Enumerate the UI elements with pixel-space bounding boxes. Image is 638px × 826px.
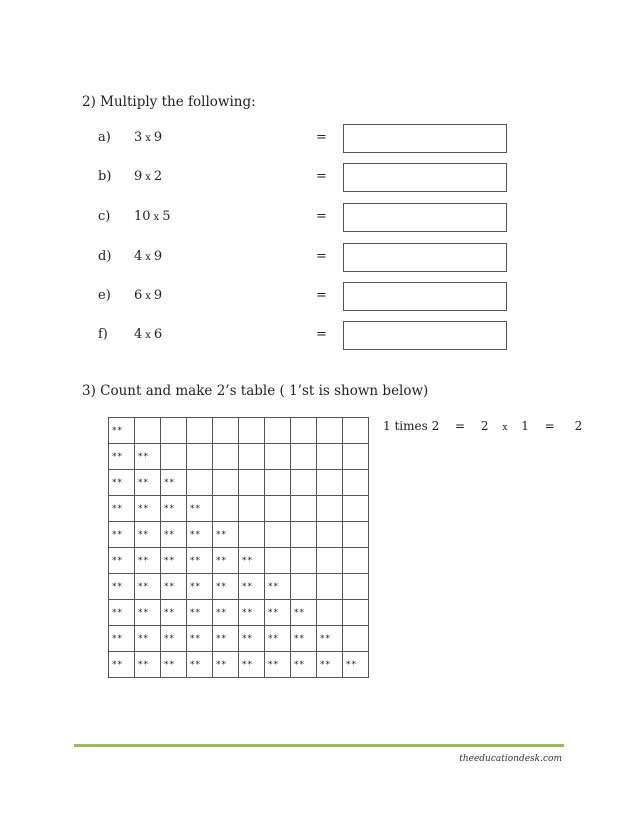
grid-cell[interactable]: [187, 444, 213, 470]
grid-cell[interactable]: [291, 418, 317, 444]
grid-row: [109, 652, 369, 678]
problem-row: [0, 243, 638, 273]
grid-cell[interactable]: **: [265, 600, 291, 626]
grid-cell[interactable]: [213, 444, 239, 470]
factor-b: 2: [153, 169, 163, 184]
grid-cell[interactable]: [343, 522, 369, 548]
grid-cell[interactable]: **: [239, 574, 265, 600]
grid-row: [109, 418, 369, 444]
problem-label: a): [98, 130, 111, 145]
grid-cell[interactable]: **: [265, 652, 291, 678]
grid-cell[interactable]: **: [135, 600, 161, 626]
grid-cell[interactable]: [239, 522, 265, 548]
grid-cell[interactable]: **: [213, 522, 239, 548]
grid-cell[interactable]: [343, 600, 369, 626]
grid-cell[interactable]: [239, 496, 265, 522]
grid-row: [109, 548, 369, 574]
grid-cell[interactable]: **: [109, 522, 135, 548]
grid-cell[interactable]: **: [291, 626, 317, 652]
grid-cell[interactable]: **: [187, 522, 213, 548]
grid-cell[interactable]: **: [317, 626, 343, 652]
grid-cell[interactable]: [291, 444, 317, 470]
times-example-x: x: [502, 423, 508, 433]
grid-cell[interactable]: **: [213, 626, 239, 652]
grid-cell[interactable]: [239, 444, 265, 470]
grid-cell[interactable]: **: [109, 574, 135, 600]
grid-cell[interactable]: **: [109, 444, 135, 470]
grid-cell[interactable]: [343, 574, 369, 600]
grid-cell[interactable]: **: [109, 548, 135, 574]
answer-box[interactable]: [343, 203, 507, 232]
grid-row: [109, 444, 369, 470]
factor-b: 5: [162, 209, 171, 224]
grid-cell[interactable]: [265, 522, 291, 548]
grid-cell[interactable]: [317, 522, 343, 548]
grid-cell[interactable]: **: [109, 626, 135, 652]
times-example-b: 1: [521, 419, 529, 433]
equals-sign: =: [316, 288, 327, 303]
grid-cell[interactable]: **: [213, 600, 239, 626]
factor-a: 9: [134, 169, 143, 184]
grid-cell[interactable]: [213, 418, 239, 444]
problem-label: b): [98, 169, 112, 184]
problem-row: [0, 163, 638, 193]
grid-cell[interactable]: **: [213, 574, 239, 600]
grid-cell[interactable]: **: [187, 652, 213, 678]
problem-expression: [134, 130, 162, 145]
grid-row: [109, 470, 369, 496]
section-2-heading: 2) Multiply the following:: [82, 94, 256, 110]
grid-cell[interactable]: **: [213, 652, 239, 678]
times-symbol: x: [145, 172, 151, 183]
times-example: [383, 419, 582, 433]
grid-cell[interactable]: **: [213, 548, 239, 574]
grid-cell[interactable]: [291, 574, 317, 600]
grid-cell[interactable]: [317, 418, 343, 444]
grid-cell[interactable]: **: [109, 652, 135, 678]
problem-label: c): [98, 209, 111, 224]
answer-box[interactable]: [343, 243, 507, 272]
grid-row: [109, 600, 369, 626]
footer-site: theeducationdesk.com: [459, 754, 562, 764]
problem-expression: [134, 249, 162, 264]
equals-sign: =: [316, 327, 327, 342]
grid-cell[interactable]: **: [343, 652, 369, 678]
grid-cell[interactable]: [343, 548, 369, 574]
grid-cell[interactable]: **: [161, 470, 187, 496]
grid-row: [109, 496, 369, 522]
problem-row: [0, 203, 638, 233]
grid-cell[interactable]: [239, 470, 265, 496]
grid-cell[interactable]: **: [317, 652, 343, 678]
grid-cell[interactable]: **: [239, 600, 265, 626]
problem-expression: [134, 169, 162, 184]
grid-cell[interactable]: [317, 470, 343, 496]
problem-label: d): [98, 249, 112, 264]
grid-cell[interactable]: **: [187, 600, 213, 626]
grid-cell[interactable]: [343, 626, 369, 652]
grid-cell[interactable]: **: [135, 574, 161, 600]
grid-cell[interactable]: [343, 496, 369, 522]
problem-row: [0, 321, 638, 351]
times-example-result: 2: [574, 419, 583, 433]
section-3-heading: 3) Count and make 2’s table ( 1’st is shown below): [82, 383, 429, 399]
problem-expression: [134, 209, 170, 224]
grid-cell[interactable]: [291, 548, 317, 574]
grid-cell[interactable]: [265, 548, 291, 574]
factor-b: 9: [153, 288, 163, 303]
grid-cell[interactable]: [317, 496, 343, 522]
grid-cell[interactable]: **: [109, 600, 135, 626]
grid-cell[interactable]: **: [187, 574, 213, 600]
problem-row: [0, 124, 638, 154]
grid-cell[interactable]: **: [135, 496, 161, 522]
grid-cell[interactable]: **: [291, 652, 317, 678]
grid-cell[interactable]: **: [135, 444, 161, 470]
grid-cell[interactable]: **: [265, 626, 291, 652]
answer-box[interactable]: [343, 124, 507, 153]
grid-cell[interactable]: [291, 496, 317, 522]
times-symbol: x: [145, 291, 151, 302]
grid-cell[interactable]: **: [109, 496, 135, 522]
grid-cell[interactable]: **: [239, 652, 265, 678]
problem-expression: [134, 288, 162, 303]
grid-cell[interactable]: [187, 470, 213, 496]
grid-cell[interactable]: [161, 444, 187, 470]
grid-cell[interactable]: **: [109, 418, 135, 444]
answer-box[interactable]: [343, 321, 507, 350]
grid-cell[interactable]: [317, 574, 343, 600]
grid-cell[interactable]: **: [187, 548, 213, 574]
times-example-equals: =: [455, 419, 466, 433]
equals-sign: =: [316, 209, 327, 224]
factor-b: 9: [153, 130, 163, 145]
grid-row: [109, 522, 369, 548]
grid-cell[interactable]: [265, 444, 291, 470]
equals-sign: =: [316, 169, 327, 184]
equals-sign: =: [316, 130, 327, 145]
grid-cell[interactable]: [343, 444, 369, 470]
times-example-text: 1 times 2: [383, 419, 440, 433]
factor-a: 6: [134, 288, 143, 303]
answer-box[interactable]: [343, 163, 507, 192]
grid-cell[interactable]: **: [161, 548, 187, 574]
grid-cell[interactable]: [317, 548, 343, 574]
grid-cell[interactable]: [343, 470, 369, 496]
grid-cell[interactable]: **: [135, 626, 161, 652]
grid-cell[interactable]: [187, 418, 213, 444]
grid-cell[interactable]: [265, 496, 291, 522]
grid-row: [109, 626, 369, 652]
grid-cell[interactable]: **: [265, 574, 291, 600]
grid-cell[interactable]: [265, 418, 291, 444]
grid-cell[interactable]: **: [161, 522, 187, 548]
twos-table-grid: [108, 417, 369, 678]
grid-cell[interactable]: [213, 496, 239, 522]
problem-expression: [134, 327, 162, 342]
times-symbol: x: [153, 212, 160, 223]
factor-a: 4: [134, 327, 143, 342]
factor-a: 10: [134, 209, 151, 224]
times-symbol: x: [145, 252, 151, 263]
factor-b: 9: [153, 249, 163, 264]
grid-cell[interactable]: [265, 470, 291, 496]
grid-cell[interactable]: **: [239, 626, 265, 652]
grid-cell[interactable]: **: [135, 522, 161, 548]
problem-label: f): [98, 327, 108, 342]
footer-divider: [74, 744, 564, 747]
grid-cell[interactable]: [213, 470, 239, 496]
times-symbol: x: [145, 133, 151, 144]
grid-cell[interactable]: **: [187, 496, 213, 522]
equals-sign: =: [316, 249, 327, 264]
grid-cell[interactable]: **: [135, 470, 161, 496]
grid-row: [109, 574, 369, 600]
grid-cell[interactable]: **: [291, 600, 317, 626]
grid-cell[interactable]: [291, 522, 317, 548]
times-example-equals-2: =: [544, 419, 555, 433]
factor-a: 4: [134, 249, 143, 264]
grid-cell[interactable]: **: [161, 600, 187, 626]
grid-cell[interactable]: [135, 418, 161, 444]
grid-cell[interactable]: [291, 470, 317, 496]
answer-box[interactable]: [343, 282, 507, 311]
factor-a: 3: [134, 130, 143, 145]
times-example-a: 2: [480, 419, 489, 433]
grid-cell[interactable]: [161, 418, 187, 444]
factor-b: 6: [153, 327, 163, 342]
grid-cell[interactable]: [239, 418, 265, 444]
times-symbol: x: [145, 330, 151, 341]
problem-label: e): [98, 288, 111, 303]
grid-cell[interactable]: **: [161, 626, 187, 652]
grid-cell[interactable]: **: [187, 626, 213, 652]
grid-cell[interactable]: **: [239, 548, 265, 574]
problem-row: [0, 282, 638, 312]
grid-cell[interactable]: [317, 444, 343, 470]
grid-cell[interactable]: **: [161, 652, 187, 678]
grid-cell[interactable]: **: [135, 652, 161, 678]
grid-cell[interactable]: **: [161, 574, 187, 600]
grid-cell[interactable]: **: [109, 470, 135, 496]
grid-cell[interactable]: **: [161, 496, 187, 522]
grid-cell[interactable]: **: [135, 548, 161, 574]
grid-cell[interactable]: [343, 418, 369, 444]
grid-cell[interactable]: [317, 600, 343, 626]
